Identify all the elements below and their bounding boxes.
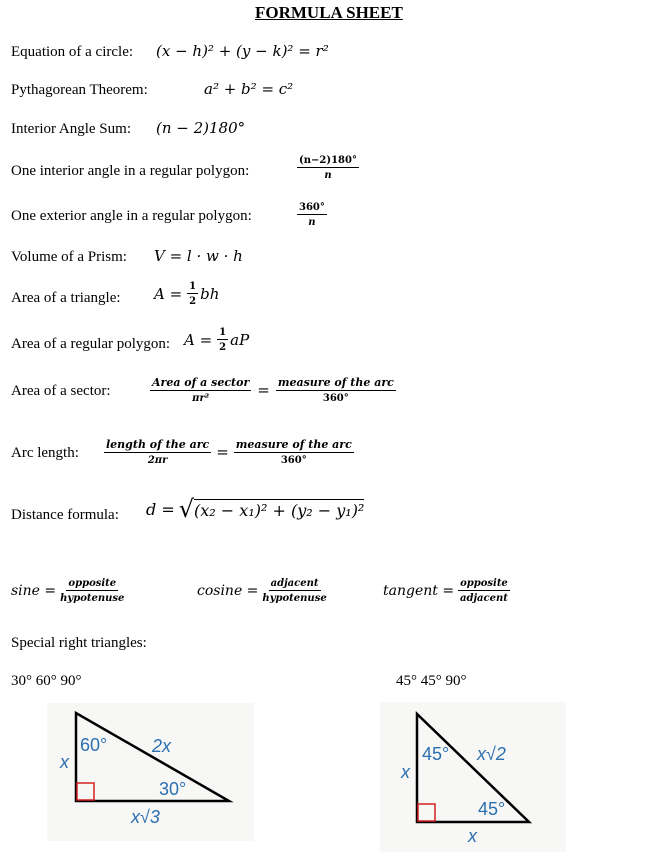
interior-one-label: One interior angle in a regular polygon:: [11, 163, 250, 179]
distance-radicand: (x₂ − x₁)² + (y₂ − y₁)²: [194, 500, 365, 520]
pythagorean-label: Pythagorean Theorem:: [11, 82, 148, 98]
t30-side-hyp: 2x: [152, 736, 172, 756]
interior-one-num: (n−2)180°: [299, 155, 357, 166]
polygon-area-num: 1: [219, 327, 227, 338]
interior-one-den: n: [324, 170, 332, 181]
polygon-area-lhs: A =: [184, 331, 213, 349]
triangle-area-lhs: A =: [154, 285, 183, 303]
cosine-num: adjacent: [270, 578, 319, 589]
cosine-den: hypotenuse: [262, 593, 327, 604]
triangle-area-formula: [154, 281, 219, 307]
cosine-lhs: cosine =: [197, 583, 259, 599]
t30-diagram: [47, 703, 254, 841]
sine-num: opposite: [68, 578, 117, 589]
t45-angle-top: 45°: [422, 744, 450, 764]
prism-label: Volume of a Prism:: [11, 249, 127, 265]
radical-sign: √: [178, 495, 195, 523]
t45-side-left: x: [401, 762, 410, 782]
sector-den2: 360°: [322, 393, 349, 404]
t30-side-left: x: [60, 752, 69, 772]
pythagorean-formula: a² + b² = c²: [204, 80, 294, 98]
t45-side-hyp: x√2: [477, 744, 506, 764]
sine-lhs: sine =: [11, 583, 57, 599]
prism-formula: V = l · w · h: [154, 247, 243, 265]
polygon-area-rhs: aP: [230, 331, 250, 349]
sector-equals: =: [257, 381, 270, 399]
arc-label: Arc length:: [11, 445, 79, 461]
arc-formula: [104, 438, 354, 466]
distance-label: Distance formula:: [11, 507, 119, 523]
sine-den: hypotenuse: [60, 593, 125, 604]
sector-label: Area of a sector:: [11, 383, 111, 399]
triangle-area-rhs: bh: [200, 285, 220, 303]
polygon-area-formula: [184, 327, 249, 353]
cosine-formula: [197, 578, 327, 604]
arc-den2: 360°: [280, 455, 307, 466]
circle-formula: (x − h)² + (y − k)² = r²: [156, 42, 329, 60]
tangent-den: adjacent: [459, 593, 508, 604]
t30-angle-bottom: 30°: [159, 779, 187, 799]
t30-label: 30° 60° 90°: [11, 673, 82, 689]
t30-angle-top: 60°: [80, 735, 108, 755]
t45-label: 45° 45° 90°: [396, 673, 467, 689]
t45-angle-bottom: 45°: [478, 799, 506, 819]
tangent-num: opposite: [460, 578, 508, 589]
triangle-area-label: Area of a triangle:: [11, 290, 121, 306]
page-title: FORMULA SHEET: [255, 3, 403, 22]
polygon-area-label: Area of a regular polygon:: [11, 336, 171, 352]
arc-den1: 2πr: [147, 455, 168, 466]
triangle-area-num: 1: [189, 281, 197, 292]
arc-equals: =: [216, 443, 229, 461]
arc-num2: measure of the arc: [235, 438, 352, 451]
tangent-lhs: tangent =: [383, 583, 455, 599]
sector-den1: πr²: [192, 393, 210, 404]
distance-formula: [146, 497, 364, 521]
circle-label: Equation of a circle:: [11, 44, 134, 60]
exterior-one-fraction: [297, 202, 327, 228]
arc-num1: length of the arc: [106, 438, 210, 451]
polygon-area-den: 2: [219, 342, 227, 353]
sector-num2: measure of the arc: [277, 376, 394, 389]
tangent-formula: [383, 578, 510, 604]
distance-lhs: d =: [146, 499, 175, 519]
special-heading: Special right triangles:: [11, 635, 147, 651]
interior-sum-formula: (n − 2)180°: [156, 119, 246, 137]
triangle-area-den: 2: [189, 296, 197, 307]
sine-formula: [11, 578, 124, 604]
t45-side-bottom: x: [468, 826, 477, 846]
t45-diagram: [380, 702, 566, 852]
exterior-one-label: One exterior angle in a regular polygon:: [11, 208, 252, 224]
sector-num1: Area of a sector: [152, 376, 250, 389]
sector-formula: [150, 376, 396, 404]
exterior-one-num: 360°: [299, 202, 325, 213]
interior-one-fraction: [297, 155, 359, 181]
t30-side-bottom: x√3: [131, 807, 160, 827]
exterior-one-den: n: [308, 217, 316, 228]
interior-sum-label: Interior Angle Sum:: [11, 121, 131, 137]
